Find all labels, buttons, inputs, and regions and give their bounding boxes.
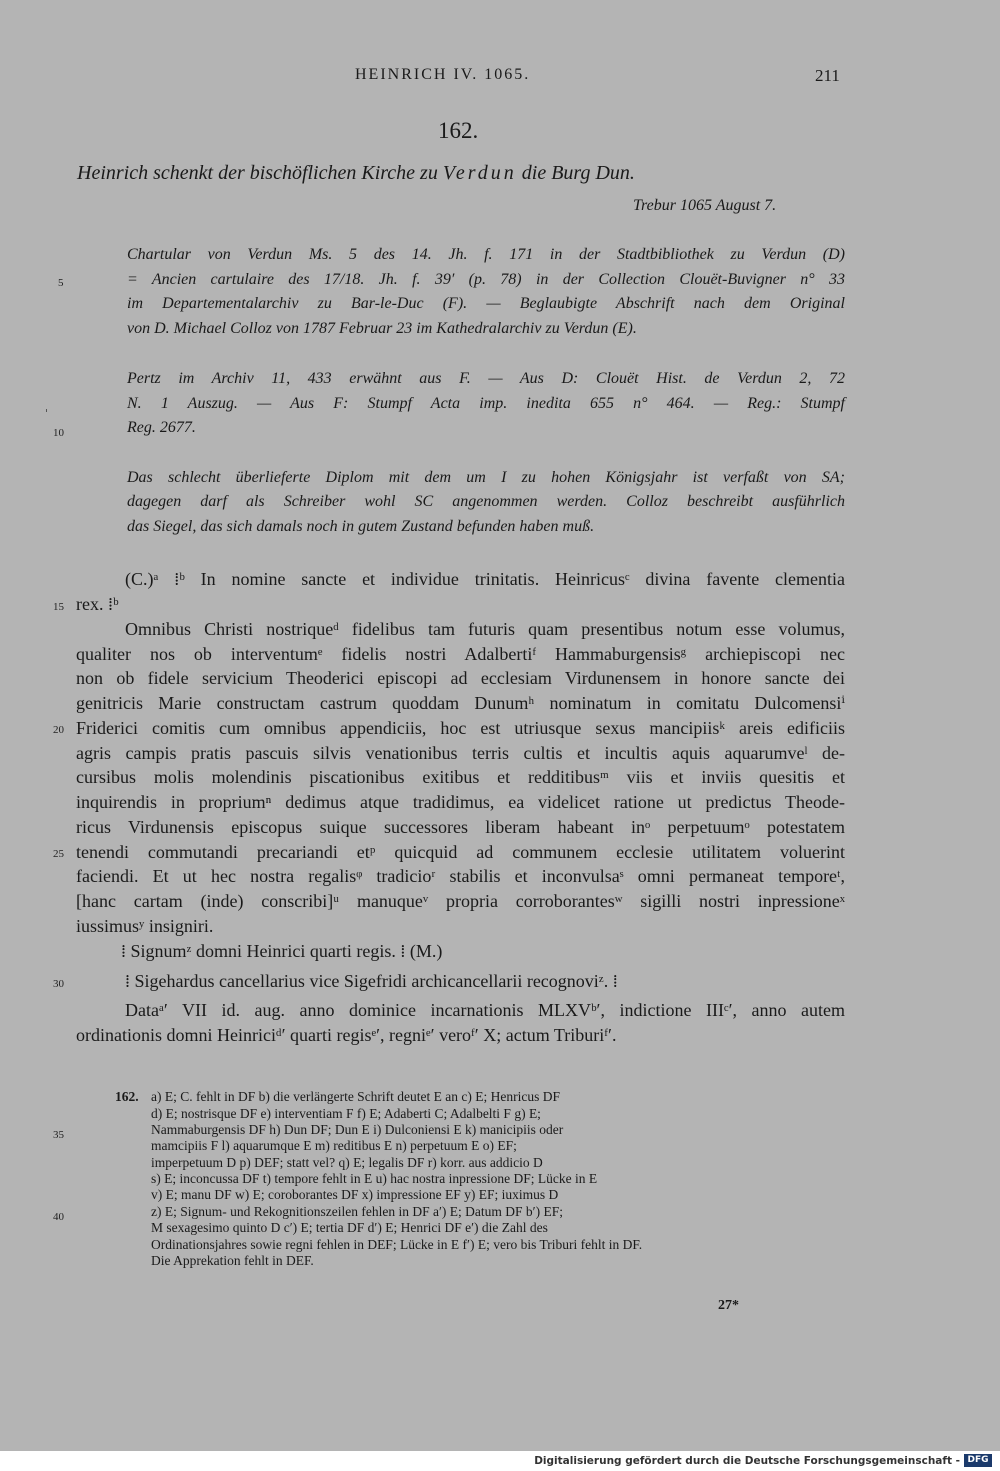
dfg-logo: DFG (964, 1454, 992, 1467)
line-number: 5 (58, 277, 64, 289)
commentary-line: das Siegel, das sich damals noch in gutem Zustand befunden haben muß. (127, 518, 595, 535)
text-line: tenendi commutandi precariandi etᵖ quicquid ad communem ecclesie utilitatem voluerint (76, 842, 845, 862)
document-number: 162. (438, 118, 479, 143)
line-number: 35 (53, 1129, 64, 1141)
text-line: Omnibus Christi nostriqueᵈ fidelibus tam futuris quam presentibus notum esse volumus, (125, 619, 845, 639)
text-line: (C.)ᵃ ⁞ᵇ In nomine sancte et individue trinitatis. Heinricusᶜ divina favente clementia (125, 569, 845, 589)
text-line: non ob fidele servicium Theoderici episcopi ad ecclesiam Virdunensem in honore sancte dei (76, 668, 845, 688)
recognition-line: ⁞ Sigehardus cancellarius vice Sigefridi archicancellarii recognoviᶻ. ⁞ (125, 971, 618, 991)
text-line: inquirendis in propriumⁿ dedimus atque tradidimus, ea videlicet ratione ut predictus Theode- (76, 792, 845, 812)
funding-notice: Digitalisierung gefördert durch die Deutsche Forschungsgemeinschaft - (534, 1455, 960, 1467)
line-number: 20 (53, 724, 64, 736)
text-line: rex. ⁞ᵇ (76, 594, 119, 614)
note-line: Ordinationsjahres sowie regni fehlen in DEF; Lücke in E f′) E; vero bis Triburi fehlt in DF. (151, 1237, 643, 1252)
line-number: 15 (53, 601, 64, 613)
text-line: [hanc cartam (inde) conscribi]ᵘ manuqueᵛ propria corroborantesʷ sigilli nostri inpressioneˣ (76, 891, 845, 911)
text-line: cursibus molis molendinis piscationibus exitibus et redditibusᵐ viis et inviis quesitis et (76, 767, 845, 787)
note-line: a) E; C. fehlt in DF b) die verlängerte Schrift deutet E an c) E; Henricus DF (151, 1089, 561, 1104)
note-line: s) E; inconcussa DF t) tempore fehlt in E u) hac nostra inpressione DF; Lücke in E (151, 1171, 598, 1186)
dating-line: ordinationis domni Heinriciᵈ′ quarti regisᵉ′, regniᵉ′ veroᶠ′ X; actum Triburiᶠ′. (76, 1025, 617, 1045)
text-line: iussimusʸ insigniri. (76, 916, 214, 936)
editions-line: Reg. 2677. (127, 419, 196, 436)
note-line: Die Apprekation fehlt in DEF. (151, 1253, 314, 1268)
note-line: imperpetuum D p) DEF; statt vel? q) E; legalis DF r) korr. aus addicio D (151, 1155, 543, 1170)
note-line: mamcipiis F l) aquarumque E m) reditibus E n) perpetuum E o) EF; (151, 1138, 517, 1153)
note-line: z) E; Signum- und Rekognitionszeilen fehlen in DF a′) E; Datum DF b′) EF; (151, 1204, 563, 1219)
tradition-line: von D. Michael Colloz von 1787 Februar 23 im Kathedralarchiv zu Verdun (E). (127, 320, 637, 337)
signature-mark: 27* (718, 1298, 739, 1313)
note-line: Nammaburgensis DF h) Dun DF; Dun E i) Dulconiensi E k) manicipiis oder (151, 1122, 564, 1137)
text-line: ricus Virdunensis episcopus suique successores liberam habeant inᵒ perpetuumᵒ potestatem (76, 817, 845, 837)
editions-line: Pertz im Archiv 11, 433 erwähnt aus F. — Aus D: Clouët Hist. de Verdun 2, 72 (127, 370, 845, 387)
line-number: 10 (53, 427, 64, 439)
place-date: Trebur 1065 August 7. (633, 197, 777, 214)
line-number: 25 (53, 848, 64, 860)
margin-tick (46, 409, 47, 412)
note-line: v) E; manu DF w) E; coroborantes DF x) impressione EF y) EF; iuximus D (151, 1187, 559, 1202)
document-title: Heinrich schenkt der bischöflichen Kirche zu Verdun die Burg Dun. (77, 162, 635, 184)
editions-line: N. 1 Auszug. — Aus F: Stumpf Acta imp. inedita 655 n° 464. — Reg.: Stumpf (127, 395, 845, 412)
note-line: d) E; nostrisque DF e) interventiam F f) E; Adaberti C; Adalbelti F g) E; (151, 1106, 541, 1121)
signum-line: ⁞ Signumᶻ domni Heinrici quarti regis. ⁞ (M.) (121, 941, 443, 961)
dating-line: Dataᵃ′ VII id. aug. anno dominice incarnationis MLXVᵇ′, indictione IIIᶜ′, anno autem (125, 1000, 845, 1020)
tradition-line: Chartular von Verdun Ms. 5 des 14. Jh. f. 171 in der Stadtbibliothek zu Verdun (D) (127, 246, 845, 263)
text-line: Friderici comitis cum omnibus appendiciis, hoc est utriusque sexus mancipiisᵏ areis edificiis (76, 718, 845, 738)
text-line: qualiter nos ob interventumᵉ fidelis nostri Adalbertiᶠ Hammaburgensisᵍ archiepiscopi nec (76, 644, 845, 664)
commentary-line: Das schlecht überlieferte Diplom mit dem um I zu hohen Königsjahr ist verfaßt von SA; (127, 469, 845, 486)
note-line: M sexagesimo quinto D c′) E; tertia DF d′) E; Henrici DF e′) die Zahl des (151, 1220, 548, 1235)
line-number: 30 (53, 978, 64, 990)
running-head: HEINRICH IV. 1065. (355, 66, 531, 83)
tradition-line: im Departementalarchiv zu Bar-le-Duc (F). — Beglaubigte Abschrift nach dem Original (127, 295, 845, 312)
text-line: agris campis pratis pascuis silvis venationibus terris cultis et incultis aquis aquarumveˡ de- (76, 743, 845, 763)
text-line: faciendi. Et ut hec nostra regalisᵠ tradicioʳ stabilis et inconvulsaˢ omni permaneat temporeᵗ, (76, 866, 845, 886)
line-number: 40 (53, 1211, 64, 1223)
commentary-line: dagegen darf als Schreiber wohl SC angenommen werden. Colloz beschreibt ausführlich (127, 493, 845, 510)
notes-label: 162. (115, 1089, 139, 1104)
text-line: genitricis Marie constructam castrum quoddam Dunumʰ nominatum in comitatu Dulcomensiⁱ (76, 693, 845, 713)
page-number: 211 (815, 66, 840, 85)
tradition-line: = Ancien cartulaire des 17/18. Jh. f. 39′ (p. 78) in der Collection Clouët-Buvigner n° 33 (127, 271, 845, 288)
